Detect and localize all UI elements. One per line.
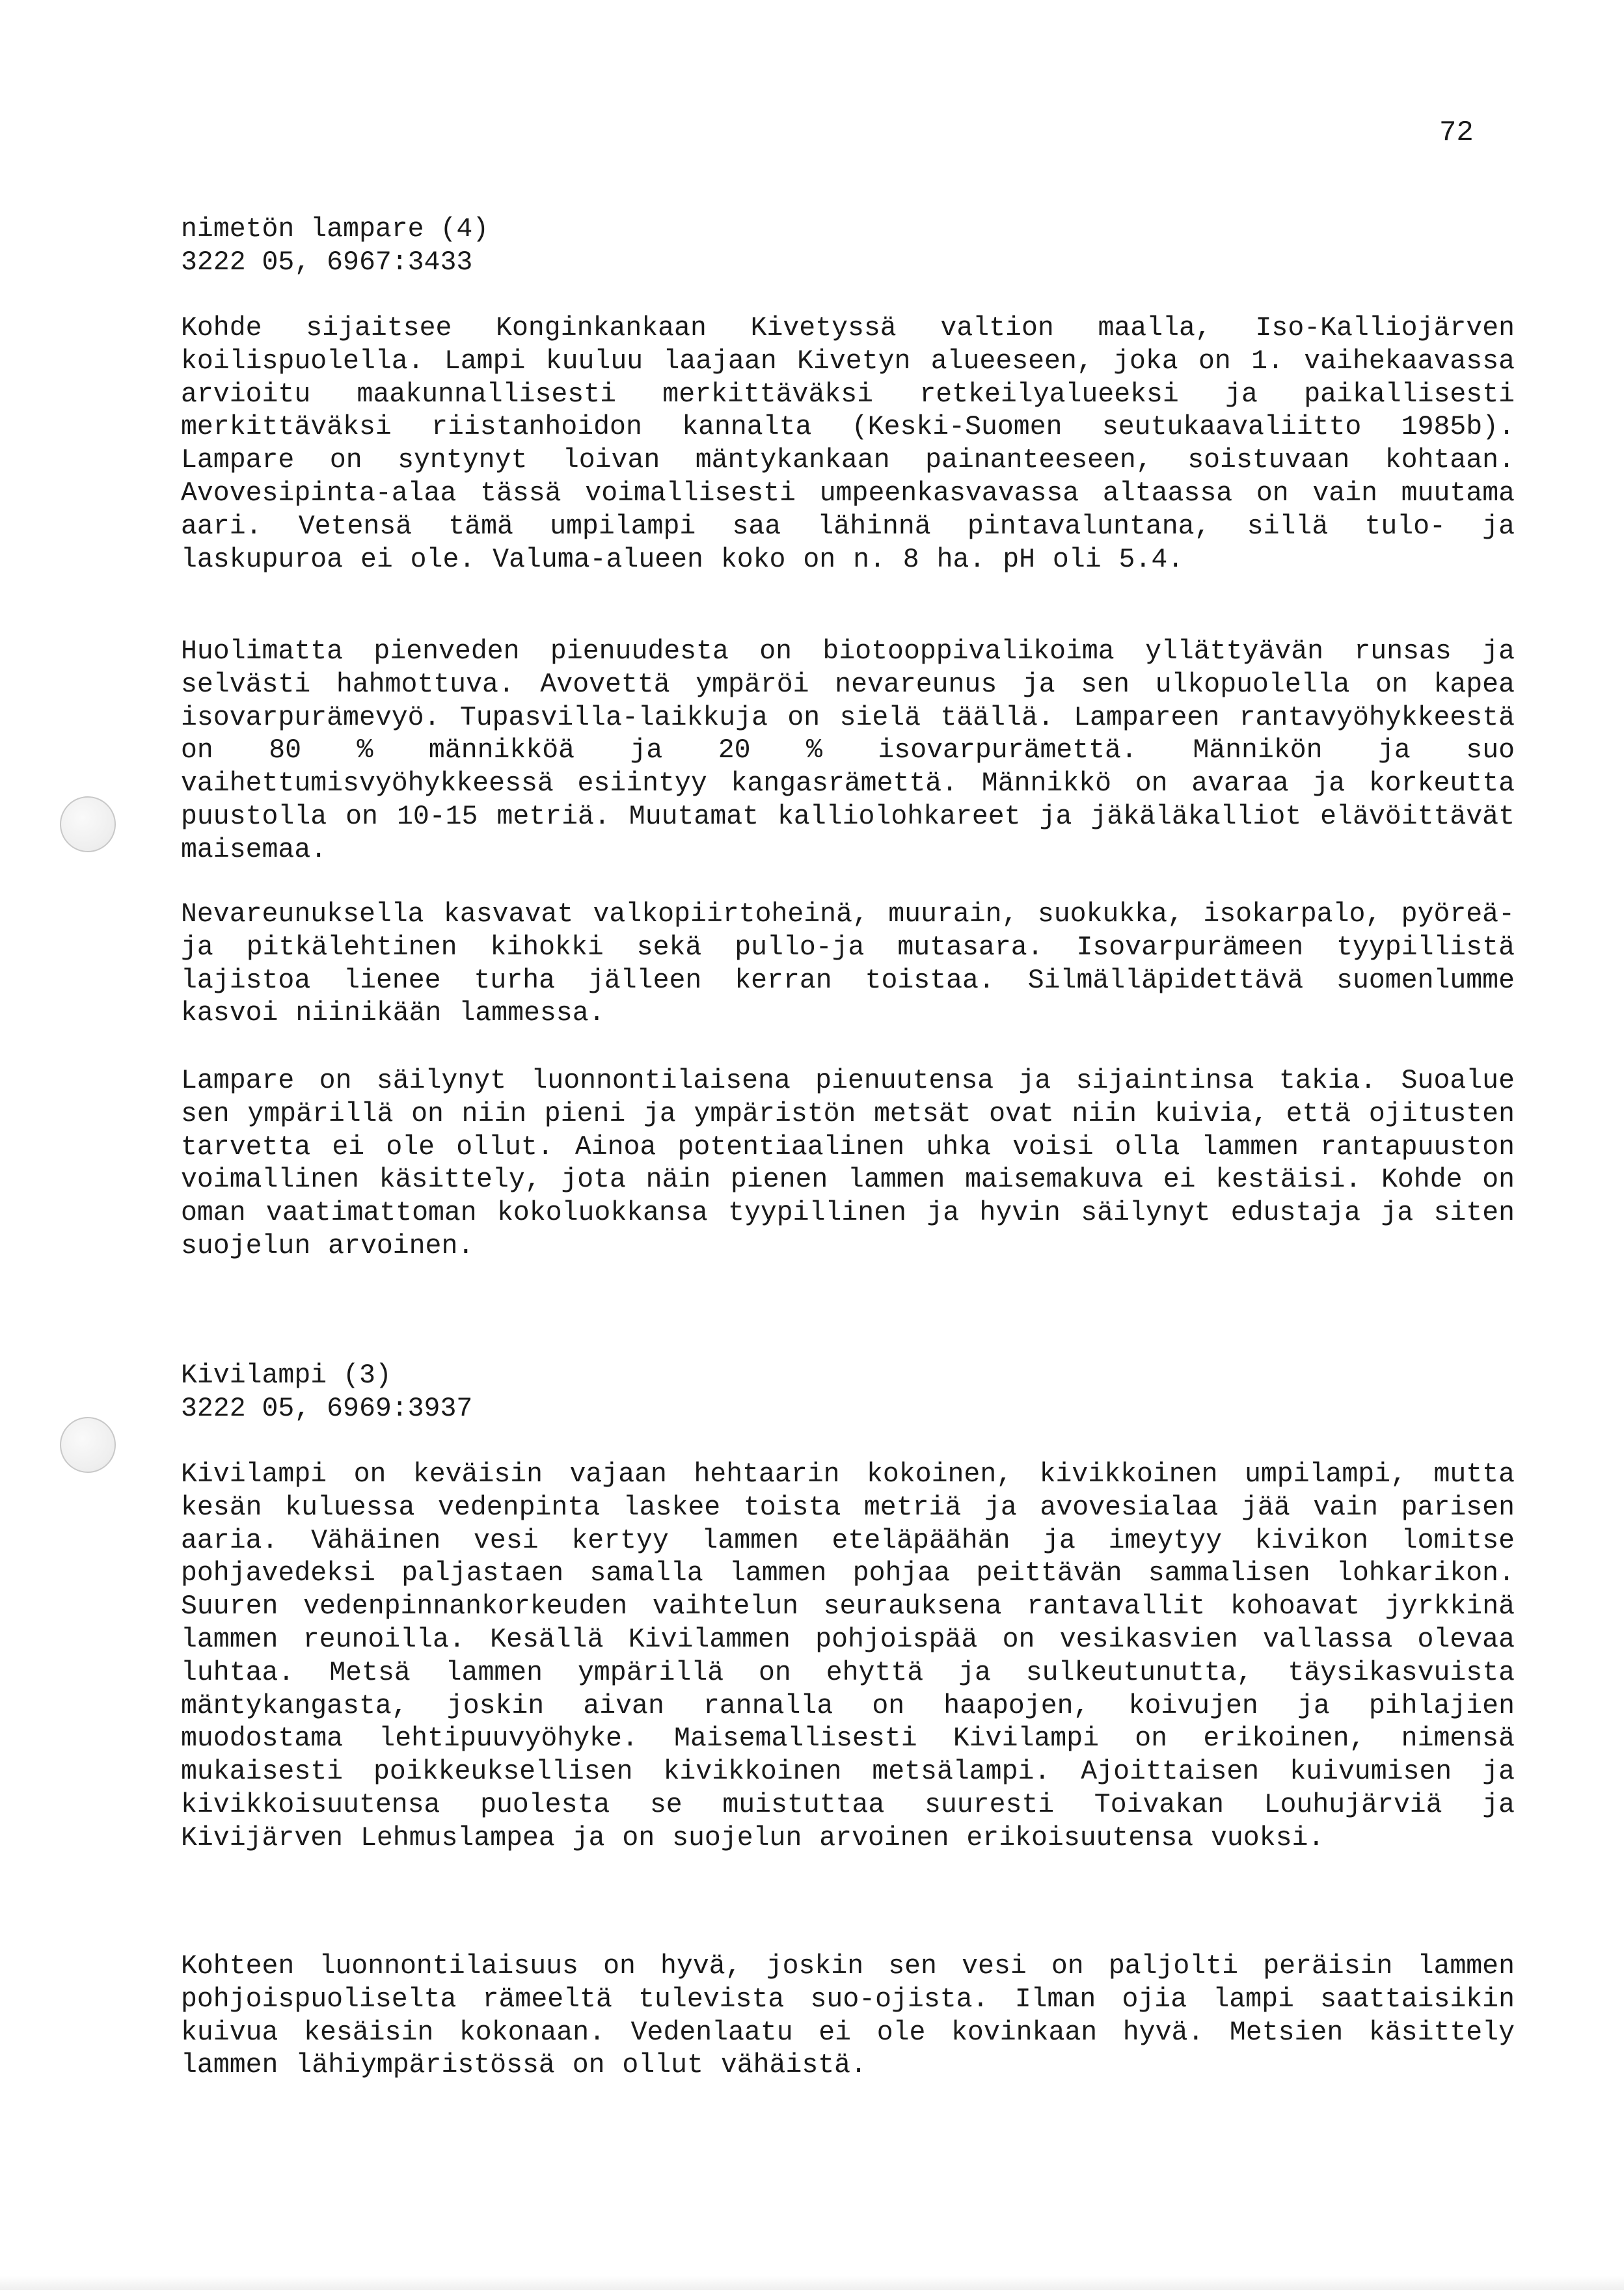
- paragraph: Kohteen luonnontilaisuus on hyvä, joskin sen vesi on paljolti peräisin lammen pohjoispuoliselta rämeeltä tulevista suo-ojista. Ilman ojia lampi saattaisikin kuivua kesäisin kokonaan. Vedenlaatu ei ole kovinkaan hyvä. Metsien käsittely lammen lähiympäristössä on ollut vähäistä.: [181, 1951, 1515, 2081]
- section-title: Kivilampi (3): [181, 1360, 392, 1391]
- paragraph: Kivilampi on keväisin vajaan hehtaarin kokoinen, kivikkoinen umpilampi, mutta kesän kuluessa vedenpinta laskee toista metriä ja avovesialaa jää vain parisen aaria. Vähäinen vesi kertyy lammen eteläpäähän ja imeytyy kivikon lomitse pohjavedeksi paljastaen samalla lammen pohjaa peittävän sammalisen lohkarikon. Suuren vedenpinnankorkeuden vaihtelun seurauksena rantavallit kohoavat jyrkkinä lammen reunoilla. Kesällä Kivilammen pohjoispää on vesikasvien vallassa olevaa luhtaa. Metsä lammen ympärillä on ehyttä ja sulkeutunutta, täysikasvuista mäntykangasta, joskin aivan rannalla on haapojen, koivujen ja pihlajien muodostama lehtipuuvyöhyke. Maisemallisesti Kivilampi on erikoinen, nimensä mukaisesti poikkeuksellisen kivikkoinen metsälampi. Ajoittaisen kuivumisen ja kivikkoisuutensa puolesta se muistuttaa suuresti Toivakan Louhujärviä ja Kivijärven Lehmuslampea ja on suojelun arvoinen erikoisuutensa vuoksi.: [181, 1459, 1515, 1853]
- page-number: 72: [1439, 116, 1474, 149]
- section-title: nimetön lampare (4): [181, 214, 489, 245]
- punch-hole: [60, 1417, 116, 1473]
- paragraph: Kohde sijaitsee Konginkankaan Kivetyssä valtion maalla, Iso-Kalliojärven koilispuolella. Lampi kuuluu laajaan Kivetyn alueeseen, joka on 1. vaihekaavassa arvioitu maakunnallisesti merkittäväksi retkeilyalueeksi ja paikallisesti merkittäväksi riistanhoidon kannalta (Keski-Suomen seutukaavaliitto 1985b). Lampare on syntynyt loivan mäntykankaan painanteeseen, soistuvaan kohtaan. Avovesipinta-alaa tässä voimallisesti umpeenkasvavassa altaassa on vain muutama aari. Vetensä tämä umpilampi saa lähinnä pintavaluntana, sillä tulo- ja laskupuroa ei ole. Valuma-alueen koko on n. 8 ha. pH oli 5.4.: [181, 313, 1515, 575]
- section-heading: [181, 1360, 1515, 1426]
- punch-hole: [60, 796, 116, 852]
- section-heading: [181, 213, 1515, 280]
- paragraph: Lampare on säilynyt luonnontilaisena pienuutensa ja sijaintinsa takia. Suoalue sen ympärillä on niin pieni ja ympäristön metsät ovat niin kuivia, että ojitusten tarvetta ei ole ollut. Ainoa potentiaalinen uhka voisi olla lammen rantapuuston voimallinen käsittely, jota näin pienen lammen maisemakuva ei kestäisi. Kohde on oman vaatimattoman kokoluokkansa tyypillinen ja hyvin säilynyt edustaja ja siten suojelun arvoinen.: [181, 1066, 1515, 1261]
- section-map-code: 3222 05, 6967:3433: [181, 247, 473, 278]
- paragraph: Huolimatta pienveden pienuudesta on biotooppivalikoima yllättyävän runsas ja selvästi hahmottuva. Avovettä ympäröi nevareunus ja sen ulkopuolella on kapea isovarpurämevyö. Tupasvilla-laikkuja on sielä täällä. Lampareen rantavyöhykkeestä on 80 % männikköä ja 20 % isovarpurämettä. Männikön ja suo vaihettumisvyöhykkeessä esiintyy kangasrämettä. Männikkö on avaraa ja korkeutta puustolla on 10-15 metriä. Muutamat kalliolohkareet ja jäkäläkalliot elävöittävät maisemaa.: [181, 636, 1515, 865]
- paragraph: Nevareunuksella kasvavat valkopiirtoheinä, muurain, suokukka, isokarpalo, pyöreä- ja pitkälehtinen kihokki sekä pullo-ja mutasara. Isovarpurämeen tyypillistä lajistoa lienee turha jälleen kerran toistaa. Silmälläpidettävä suomenlumme kasvoi niinikään lammessa.: [181, 899, 1515, 1029]
- section-map-code: 3222 05, 6969:3937: [181, 1393, 473, 1424]
- scan-edge: [0, 2276, 1624, 2290]
